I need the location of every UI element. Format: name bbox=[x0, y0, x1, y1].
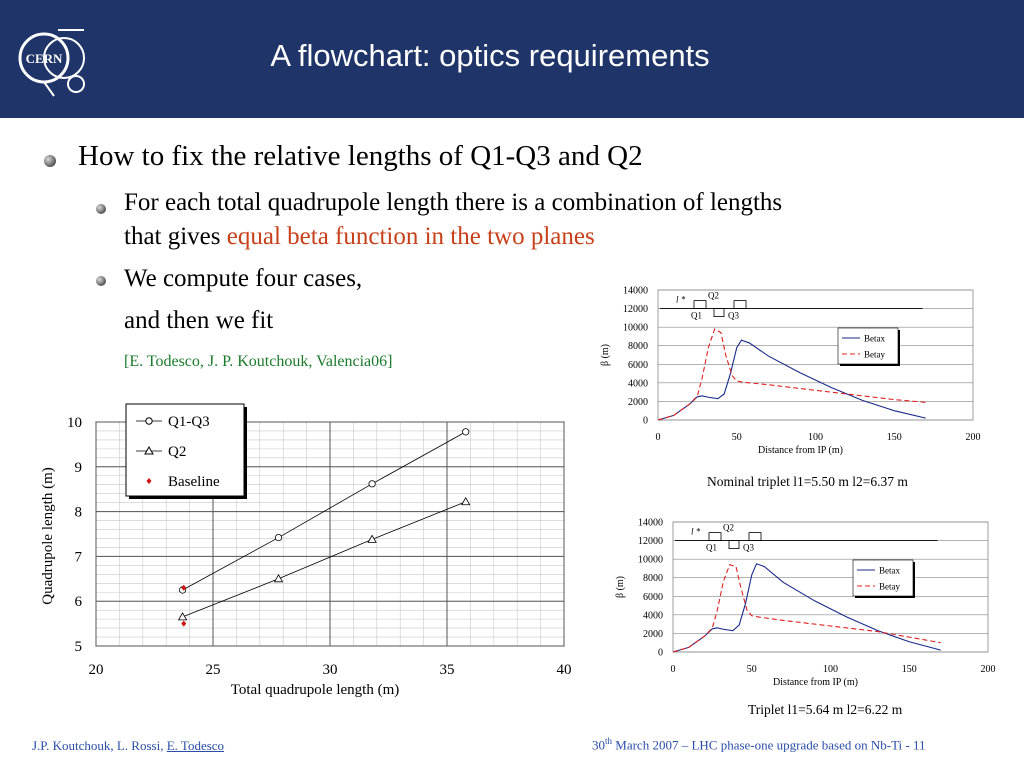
y-tick-label: 14000 bbox=[638, 517, 663, 529]
y-axis-label: β (m) bbox=[600, 343, 611, 367]
point-q1-q3 bbox=[463, 429, 469, 435]
legend-label: Q1-Q3 bbox=[168, 414, 210, 430]
y-tick-label: 2000 bbox=[628, 396, 648, 408]
inset-label-q3: Q3 bbox=[743, 542, 754, 553]
x-axis-label: Distance from IP (m) bbox=[773, 677, 858, 688]
footer-author-link[interactable]: E. Todesco bbox=[166, 738, 225, 753]
footer-date bbox=[592, 736, 926, 753]
bullet-sub-1 bbox=[124, 186, 782, 254]
point-q1-q3 bbox=[369, 481, 375, 487]
y-tick-label: 8 bbox=[74, 504, 82, 521]
footer-day: 30 bbox=[592, 737, 605, 753]
footer-event: March 2007 – LHC phase-one upgrade based on Nb-Ti - 11 bbox=[612, 737, 926, 753]
plot-area bbox=[673, 522, 988, 652]
point-q1-q3 bbox=[275, 534, 281, 540]
y-tick-label: 6000 bbox=[643, 591, 663, 603]
citation: [E. Todesco, J. P. Koutchouk, Valencia06] bbox=[124, 353, 393, 370]
bullet-sub-1-line2 bbox=[124, 220, 782, 254]
y-axis-label: Quadrupole length (m) bbox=[40, 467, 56, 605]
y-tick-label: 2000 bbox=[643, 628, 663, 640]
y-tick-label: 5 bbox=[74, 639, 82, 655]
plot-area bbox=[658, 290, 973, 420]
inset-label-q2: Q2 bbox=[708, 290, 719, 301]
bullet-icon bbox=[96, 204, 106, 214]
legend-label: Betay bbox=[879, 581, 900, 592]
y-tick-label: 4000 bbox=[643, 610, 663, 622]
bullet-sub-1-plain: that gives bbox=[124, 223, 227, 250]
bullet-sub-2-line1: We compute four cases, bbox=[124, 265, 363, 292]
x-tick-label: 150 bbox=[901, 664, 917, 675]
legend-label: Betay bbox=[864, 349, 885, 360]
slide-header bbox=[0, 0, 1024, 118]
x-tick-label: 150 bbox=[886, 432, 902, 443]
inset-label-q3: Q3 bbox=[728, 310, 739, 321]
inset-label-q2: Q2 bbox=[723, 522, 734, 533]
inset-label-lstar: l * bbox=[691, 526, 701, 537]
bullet-sub-2 bbox=[124, 262, 362, 338]
x-tick-label: 20 bbox=[88, 662, 104, 678]
x-tick-label: 200 bbox=[965, 432, 981, 443]
caption-triplet: Triplet l1=5.64 m l2=6.22 m bbox=[748, 702, 903, 717]
y-tick-label: 0 bbox=[643, 415, 648, 427]
bullet-sub-2-line2: and then we fit bbox=[124, 307, 274, 334]
inset-label-q1: Q1 bbox=[706, 542, 717, 553]
y-tick-label: 7 bbox=[74, 549, 82, 566]
caption-nominal: Nominal triplet l1=5.50 m l2=6.37 m bbox=[707, 474, 908, 489]
bullet-icon bbox=[96, 276, 106, 286]
y-tick-label: 14000 bbox=[623, 285, 648, 297]
beta-chart-nominal bbox=[590, 280, 990, 460]
legend-label: Betax bbox=[864, 333, 885, 344]
inset-label-q1: Q1 bbox=[691, 310, 702, 321]
bullet-sub-1-line1: For each total quadrupole length there is a combination of lengths bbox=[124, 189, 783, 216]
bullet-main: How to fix the relative lengths of Q1-Q3 and Q2 bbox=[78, 140, 643, 172]
scatter-chart-quad-lengths bbox=[30, 400, 585, 705]
x-tick-label: 0 bbox=[655, 432, 661, 443]
y-tick-label: 10000 bbox=[623, 322, 648, 334]
x-tick-label: 50 bbox=[746, 664, 757, 675]
y-tick-label: 0 bbox=[658, 647, 663, 659]
bullet-sub-1-highlight: equal beta function in the two planes bbox=[226, 223, 595, 250]
x-axis-label: Total quadrupole length (m) bbox=[230, 682, 400, 698]
beta-chart-triplet bbox=[605, 512, 996, 690]
y-tick-label: 8000 bbox=[628, 341, 648, 353]
x-tick-label: 40 bbox=[556, 662, 572, 678]
legend-label: Q2 bbox=[168, 444, 187, 460]
x-tick-label: 100 bbox=[823, 664, 838, 675]
x-tick-label: 50 bbox=[731, 432, 742, 443]
x-tick-label: 25 bbox=[205, 662, 221, 678]
y-tick-label: 4000 bbox=[628, 378, 648, 390]
inset-label-lstar: l * bbox=[676, 294, 686, 305]
logo-text: CERN bbox=[25, 51, 63, 66]
bullet-icon bbox=[44, 155, 56, 167]
x-axis-label: Distance from IP (m) bbox=[758, 445, 843, 456]
x-tick-label: 100 bbox=[808, 432, 823, 443]
x-tick-label: 35 bbox=[439, 662, 455, 678]
legend-label: Baseline bbox=[168, 474, 220, 490]
footer-authors-text: J.P. Koutchouk, L. Rossi, bbox=[32, 738, 167, 753]
slide-title: A flowchart: optics requirements bbox=[270, 38, 710, 73]
footer-day-suffix: th bbox=[605, 736, 613, 746]
cern-logo bbox=[14, 24, 90, 100]
y-tick-label: 9 bbox=[74, 459, 82, 476]
x-tick-label: 200 bbox=[980, 664, 996, 675]
legend-marker-circle bbox=[146, 418, 152, 424]
y-axis-label: β (m) bbox=[615, 575, 626, 599]
footer-authors bbox=[32, 738, 224, 754]
x-tick-label: 0 bbox=[670, 664, 676, 675]
y-tick-label: 10 bbox=[67, 415, 82, 431]
y-tick-label: 6 bbox=[74, 594, 82, 611]
y-tick-label: 8000 bbox=[643, 573, 663, 585]
x-tick-label: 30 bbox=[322, 662, 338, 678]
y-tick-label: 12000 bbox=[623, 304, 648, 316]
y-tick-label: 10000 bbox=[638, 554, 663, 566]
legend-label: Betax bbox=[879, 565, 900, 576]
y-tick-label: 6000 bbox=[628, 359, 648, 371]
y-tick-label: 12000 bbox=[638, 536, 663, 548]
